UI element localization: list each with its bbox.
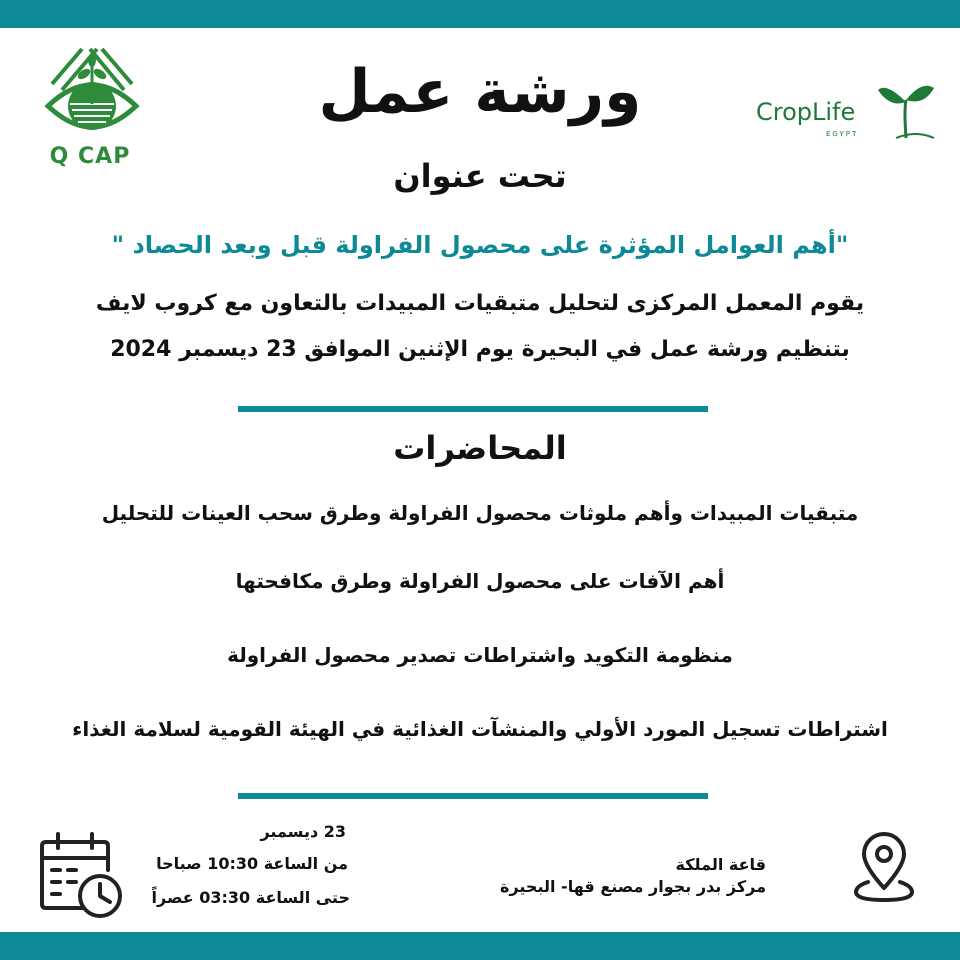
- lecture-item: منظومة التكويد واشتراطات تصدير محصول الفراولة: [227, 643, 733, 667]
- divider: [238, 406, 708, 412]
- event-start-time: من الساعة 10:30 صباحا: [156, 854, 348, 873]
- intro-line-2: بتنظيم ورشة عمل في البحيرة يوم الإثنين الموافق 23 ديسمبر 2024: [110, 337, 850, 362]
- qcap-logo-text: Q CAP: [49, 144, 131, 169]
- croplife-logo-subtext: EGYPT: [826, 130, 859, 138]
- page-title: ورشة عمل: [318, 57, 642, 127]
- divider: [238, 793, 708, 799]
- workshop-topic: "أهم العوامل المؤثرة على محصول الفراولة قبل وبعد الحصاد ": [111, 231, 849, 259]
- croplife-logo-text: CropLife: [756, 98, 856, 126]
- event-end-time: حتى الساعة 03:30 عصراً: [151, 888, 350, 907]
- venue-name: قاعة الملكة: [675, 855, 766, 874]
- intro-line-1: يقوم المعمل المركزى لتحليل متبقيات المبيدات بالتعاون مع كروب لايف: [95, 291, 865, 316]
- bottom-band: [0, 932, 960, 960]
- lecture-item: متبقيات المبيدات وأهم ملوثات محصول الفراولة وطرق سحب العينات للتحليل: [101, 501, 859, 525]
- calendar-clock-icon: [38, 830, 126, 920]
- event-date: 23 ديسمبر: [260, 822, 346, 841]
- page-subtitle: تحت عنوان: [393, 157, 567, 195]
- top-band: [0, 0, 960, 28]
- lecture-item: اشتراطات تسجيل المورد الأولي والمنشآت الغذائية في الهيئة القومية لسلامة الغذاء: [72, 717, 888, 741]
- location-pin-icon: [852, 832, 916, 904]
- venue-address: مركز بدر بجوار مصنع قها- البحيرة: [500, 877, 766, 896]
- lecture-item: أهم الآفات على محصول الفراولة وطرق مكافحتها: [235, 569, 725, 593]
- lectures-heading: المحاضرات: [393, 429, 567, 467]
